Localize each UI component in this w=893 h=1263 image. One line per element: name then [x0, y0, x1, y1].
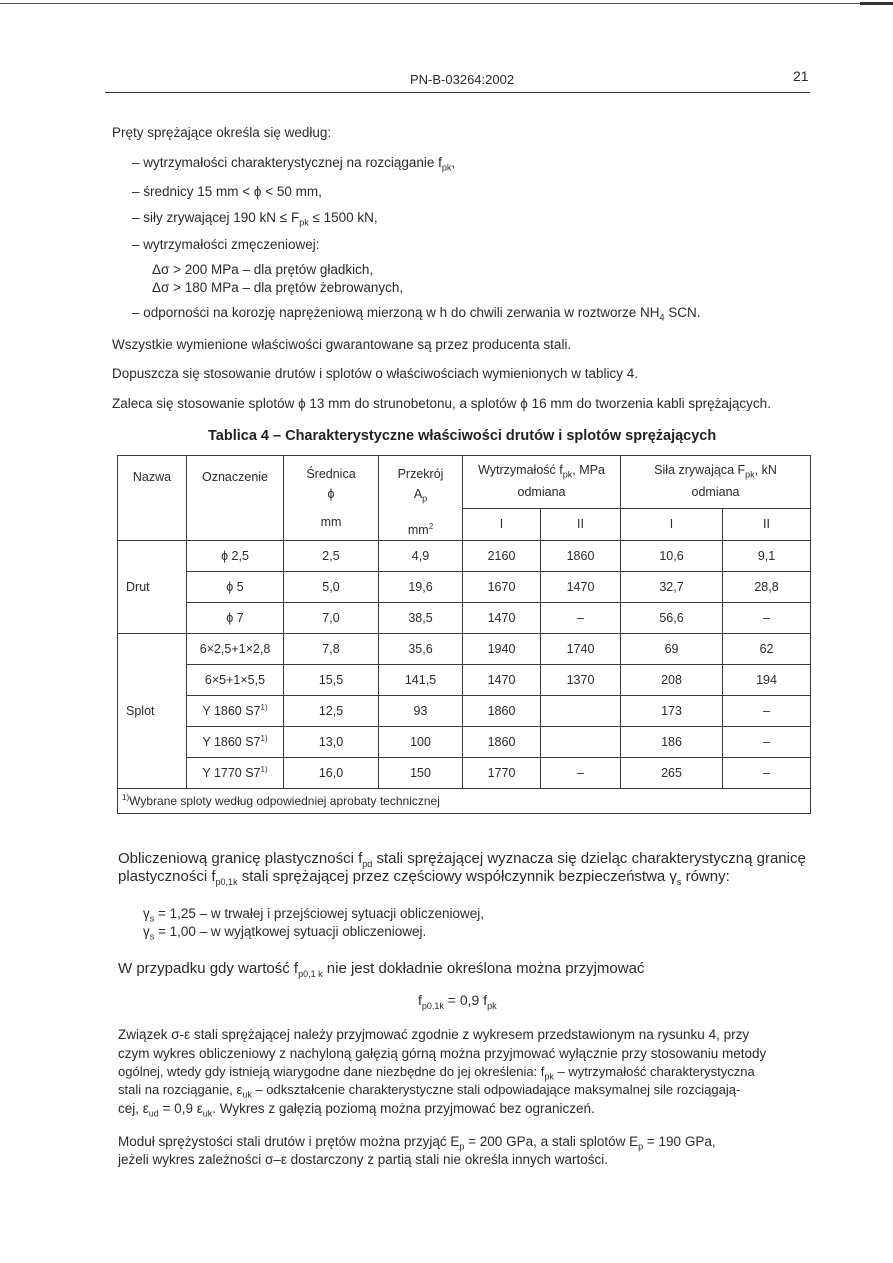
cell-f1: 1470 [463, 602, 541, 633]
standard-id: PN-B-03264:2002 [410, 72, 515, 87]
header-F-I: I [621, 508, 723, 540]
cell-F2: 194 [723, 664, 811, 695]
cell-przekroj: 35,6 [379, 633, 463, 664]
bullet-breaking-force: – siły zrywającej 190 kN ≤ $F_{pk} \le 1500$ kN, [132, 210, 378, 228]
cell-f1: 2160 [463, 540, 541, 571]
cell-oznaczenie: 6×5+1×5,5 [187, 664, 284, 695]
header-wytrzymalosc: Wytrzymałość $f_{pk}$, MPa odmiana [463, 456, 621, 509]
header-f-I: I [463, 508, 541, 540]
cell-f1: 1860 [463, 726, 541, 757]
paragraph-guarantee: Wszystkie wymienione właściwości gwarantowane są przez producenta stali. [112, 337, 572, 352]
cell-srednica: 15,5 [284, 664, 379, 695]
intro-text: Pręty sprężające określa się według: [112, 125, 332, 140]
cell-F1: 56,6 [621, 602, 723, 633]
cell-oznaczenie: 6×2,5+1×2,8 [187, 633, 284, 664]
cell-f2: 1860 [541, 540, 621, 571]
fatigue-ribbed: Δσ > 180 MPa – dla prętów żebrowanych, [152, 280, 404, 295]
bullet-fatigue: – wytrzymałości zmęczeniowej: [132, 237, 320, 252]
cell-F2: 62 [723, 633, 811, 664]
cell-F2: 9,1 [723, 540, 811, 571]
table-header-row [118, 456, 811, 509]
cell-F1: 265 [621, 757, 723, 788]
bullet-corrosion: – odporności na korozję naprężeniową mierzoną w h do chwili zerwania w roztworze $NH_4$ SCN. [132, 305, 701, 323]
header-oznaczenie: Oznaczenie [187, 456, 284, 541]
cell-f2: – [541, 602, 621, 633]
calc-line-1: Obliczeniową granicę plastyczności $f_{pd}$ stali sprężającej wyznacza się dzieląc charakterystyczną granicę [118, 850, 806, 869]
cell-przekroj: 19,6 [379, 571, 463, 602]
cell-F1: 186 [621, 726, 723, 757]
cell-srednica: 12,5 [284, 695, 379, 726]
cell-f1: 1860 [463, 695, 541, 726]
page-number: 21 [793, 68, 809, 84]
bullet-diameter: – średnicy 15 mm < ϕ < 50 mm, [132, 184, 322, 199]
cell-F2: – [723, 602, 811, 633]
cell-oznaczenie: Y 1860 S7$^{1)}$ [187, 695, 284, 726]
cell-f1: 1470 [463, 664, 541, 695]
cell-f2: 1370 [541, 664, 621, 695]
cell-oznaczenie: ϕ 7 [187, 602, 284, 633]
cell-srednica: 16,0 [284, 757, 379, 788]
cell-oznaczenie: ϕ 5 [187, 571, 284, 602]
cell-F2: – [723, 726, 811, 757]
properties-table [117, 455, 811, 814]
cell-F1: 32,7 [621, 571, 723, 602]
relation-line-2: czym wykres obliczeniowy z nachyloną gałęzią górną można przyjmować wyłącznie przy stosowaniu metody [118, 1046, 767, 1061]
cell-srednica: 2,5 [284, 540, 379, 571]
cell-przekroj: 100 [379, 726, 463, 757]
cell-F1: 69 [621, 633, 723, 664]
cell-przekroj: 38,5 [379, 602, 463, 633]
paragraph-recommended: Zaleca się stosowanie splotów ϕ 13 mm do strunobetonu, a splotów ϕ 16 mm do tworzenia kabli sprężających. [112, 396, 771, 411]
header-f-II: II [541, 508, 621, 540]
group-drut: Drut [118, 540, 187, 633]
paragraph-allowed: Dopuszcza się stosowanie drutów i splotów o właściwościach wymienionych w tablicy 4. [112, 366, 638, 381]
cell-srednica: 5,0 [284, 571, 379, 602]
cell-f1: 1670 [463, 571, 541, 602]
cell-przekroj: 93 [379, 695, 463, 726]
modulus-line-1: Moduł sprężystości stali drutów i prętów można przyjąć $E_p = 200$ GPa, a stali splotów $E_p = 190$ GPa, [118, 1134, 716, 1152]
cell-F1: 10,6 [621, 540, 723, 571]
cell-oznaczenie: ϕ 2,5 [187, 540, 284, 571]
table-row [118, 695, 811, 726]
scan-top-corner [860, 2, 893, 5]
cell-f2 [541, 695, 621, 726]
cell-oznaczenie: Y 1770 S7$^{1)}$ [187, 757, 284, 788]
table-row [118, 757, 811, 788]
cell-srednica: 7,0 [284, 602, 379, 633]
table-row [118, 571, 811, 602]
modulus-line-2: jeżeli wykres zależności σ–ε dostarczony z partią stali nie określa innych wartości. [118, 1152, 609, 1167]
calc-line-2: plastyczności $f_{p0,1k}$ stali sprężającej przez częściowy współczynnik bezpieczeństwa $\gamma_s$ równy: [118, 868, 730, 887]
header-sila: Siła zrywająca $F_{pk}$, kN odmiana [621, 456, 811, 509]
table-caption: Tablica 4 – Charakterystyczne właściwości drutów i splotów sprężających [208, 428, 717, 444]
header-nazwa: Nazwa [118, 456, 187, 541]
table-footnote: $^{1)}$Wybrane sploty według odpowiedniej aprobaty technicznej [118, 788, 811, 813]
cell-F2: – [723, 757, 811, 788]
cell-f2: 1740 [541, 633, 621, 664]
cell-F2: – [723, 695, 811, 726]
cell-f2: – [541, 757, 621, 788]
cell-srednica: 13,0 [284, 726, 379, 757]
fatigue-smooth: Δσ > 200 MPa – dla prętów gładkich, [152, 262, 374, 277]
header-srednica: Średnica ϕ mm [284, 456, 379, 541]
table-row [118, 726, 811, 757]
header-rule [105, 92, 810, 93]
table-row [118, 664, 811, 695]
relation-line-1: Związek σ-ε stali sprężającej należy przyjmować zgodnie z wykresem przedstawionym na rysunku 4, przy [118, 1027, 750, 1042]
cell-f1: 1770 [463, 757, 541, 788]
cell-przekroj: 4,9 [379, 540, 463, 571]
cell-przekroj: 141,5 [379, 664, 463, 695]
bullet-tensile: – wytrzymałości charakterystycznej na rozciąganie $f_{pk}$, [132, 155, 456, 173]
cell-F1: 173 [621, 695, 723, 726]
table-row [118, 540, 811, 571]
calc-when-text: W przypadku gdy wartość $f_{p0,1 k}$ nie jest dokładnie określona można przyjmować [118, 960, 645, 979]
table-row [118, 633, 811, 664]
header-przekroj: Przekrój $A_p$ $mm^2$ [379, 456, 463, 541]
cell-f1: 1940 [463, 633, 541, 664]
cell-przekroj: 150 [379, 757, 463, 788]
cell-srednica: 7,8 [284, 633, 379, 664]
cell-f2: 1470 [541, 571, 621, 602]
gamma-exceptional: $\gamma_s = 1,00 - w$ wyjątkowej sytuacji obliczeniowej. [143, 924, 427, 942]
cell-F1: 208 [621, 664, 723, 695]
scan-top-edge [0, 3, 893, 4]
table-note-row [118, 788, 811, 813]
cell-oznaczenie: Y 1860 S7$^{1)}$ [187, 726, 284, 757]
header-F-II: II [723, 508, 811, 540]
relation-line-5: cej, $\varepsilon_{ud} = 0,9$ $\varepsilon_{uk}$. Wykres z gałęzią poziomą można przyjmować bez ograniczeń. [118, 1101, 595, 1119]
relation-line-3: ogólnej, wtedy gdy istnieją wiarygodne dane niezbędne do jej określenia: $f_{pk}$ – wytrzymałość charakterystyczna [118, 1064, 755, 1082]
cell-f2 [541, 726, 621, 757]
formula-fp01k: $f_{p0,1k} = 0,9$ $f_{pk}$ [418, 992, 497, 1011]
group-splot: Splot [118, 633, 187, 788]
gamma-permanent: $\gamma_s = 1,25 - w$ trwałej i przejściowej sytuacji obliczeniowej, [143, 906, 485, 924]
relation-line-4: stali na rozciąganie, $\varepsilon_{uk}$ – odkształcenie charakterystyczne stali odpowiadające maksymalnej sile rozciągają- [118, 1082, 741, 1100]
table-row [118, 602, 811, 633]
cell-F2: 28,8 [723, 571, 811, 602]
